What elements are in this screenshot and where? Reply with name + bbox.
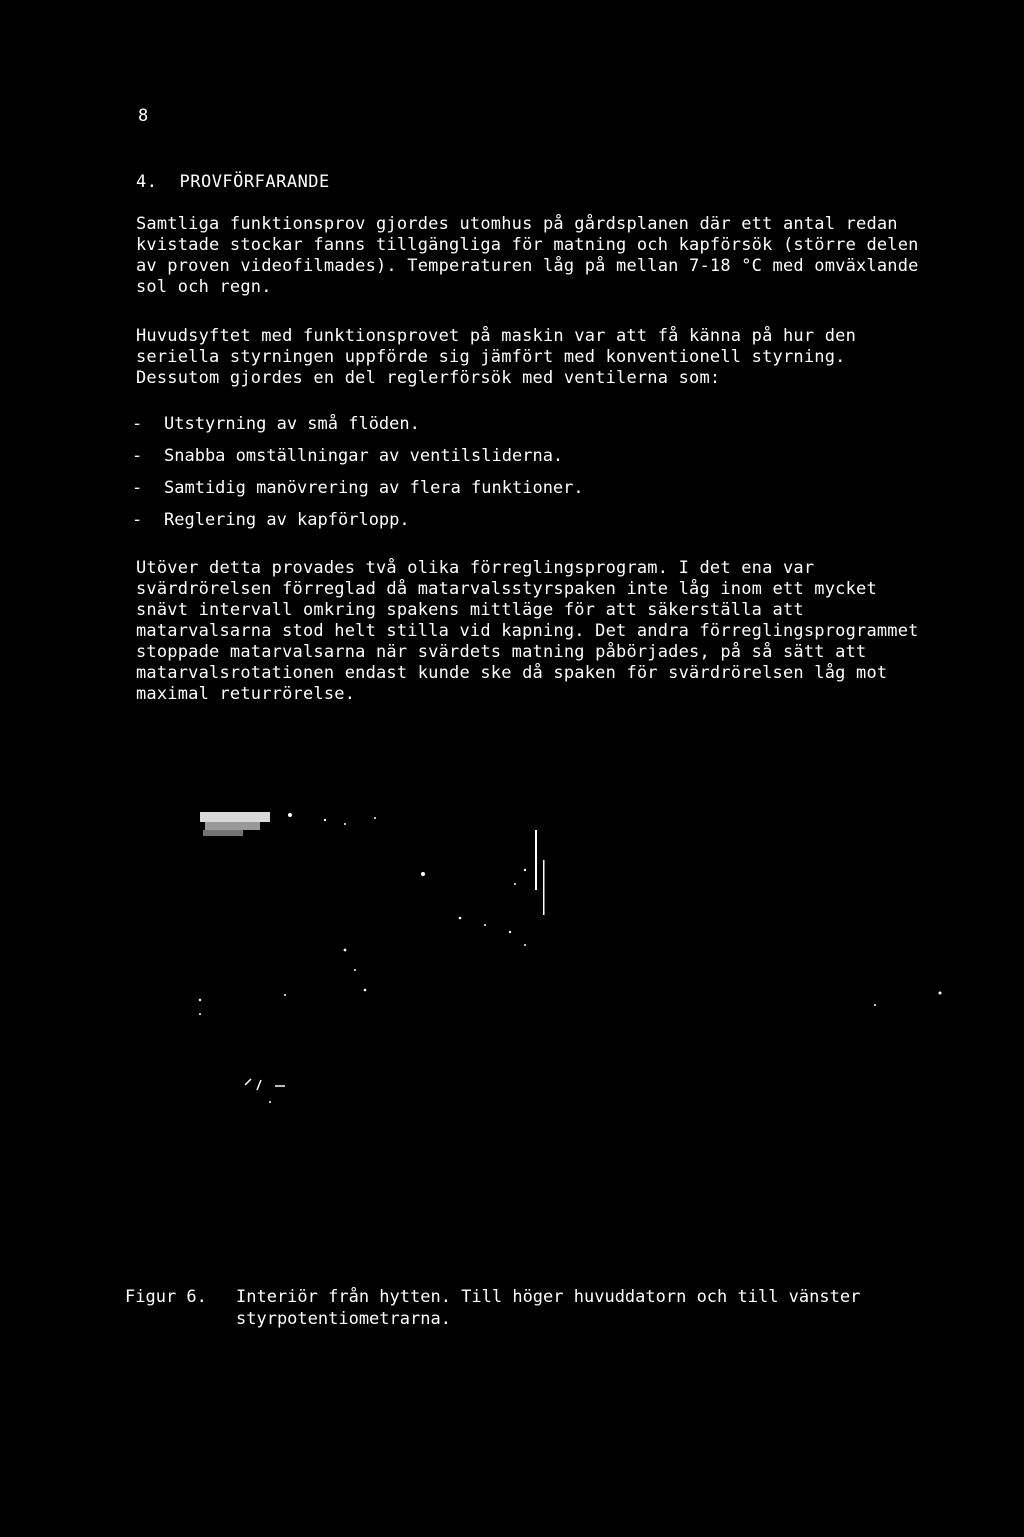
section-heading [136,172,330,192]
figure-caption [125,1286,916,1330]
purpose-paragraph: Huvudsyftet med funktionsprovet på maskin var att få känna på hur den seriella styrningen uppförde sig jämfört med konventionell styrning. Dessutom gjordes en del reglerförsök med ventilerna som: [136,326,857,388]
figure-label: Figur 6. [125,1287,207,1307]
list-dash: - [132,414,143,434]
intro-paragraph: Samtliga funktionsprov gjordes utomhus på gårdsplanen där ett antal redan kvistade stockar fanns tillgängliga för matning och kapförsök (större delen av proven videofilmades). Temperaturen låg på mellan 7-18 °C med omväxlande sol och regn. [136,214,919,297]
list-item-text: Snabba omställningar av ventilsliderna. [164,446,564,466]
test-list [132,412,584,540]
list-item-text: Reglering av kapförlopp. [164,510,410,530]
list-item [132,476,584,508]
list-item-text: Utstyrning av små flöden. [164,414,420,434]
photo-speckle [195,800,965,1130]
list-item [132,444,584,476]
section-number: 4. [136,172,158,192]
list-dash: - [132,478,143,498]
list-item [132,412,584,444]
list-item [132,508,584,540]
list-item-text: Samtidig manövrering av flera funktioner. [164,478,584,498]
list-dash: - [132,510,143,530]
section-title: PROVFÖRFARANDE [179,172,330,192]
page-number: 8 [138,106,149,126]
cab-interior-photo [195,800,965,1130]
interlock-paragraph: Utöver detta provades två olika förreglingsprogram. I det ena var svärdrörelsen förreglad då matarvalsstyrspaken inte låg inom ett mycket snävt intervall omkring spakens mittläge för att säkerställa att matarvalsarna stod helt stilla vid kapning. Det andra förreglingsprogrammet stoppade matarvalsarna när svärdets matning påbörjades, på så sätt att matarvalsrotationen endast kunde ske då spaken för svärdrörelsen låg mot maximal returrörelse. [136,558,919,704]
list-dash: - [132,446,143,466]
figure-caption-text: Interiör från hytten. Till höger huvuddatorn och till vänster styrpotentiometrarna. [236,1287,861,1329]
